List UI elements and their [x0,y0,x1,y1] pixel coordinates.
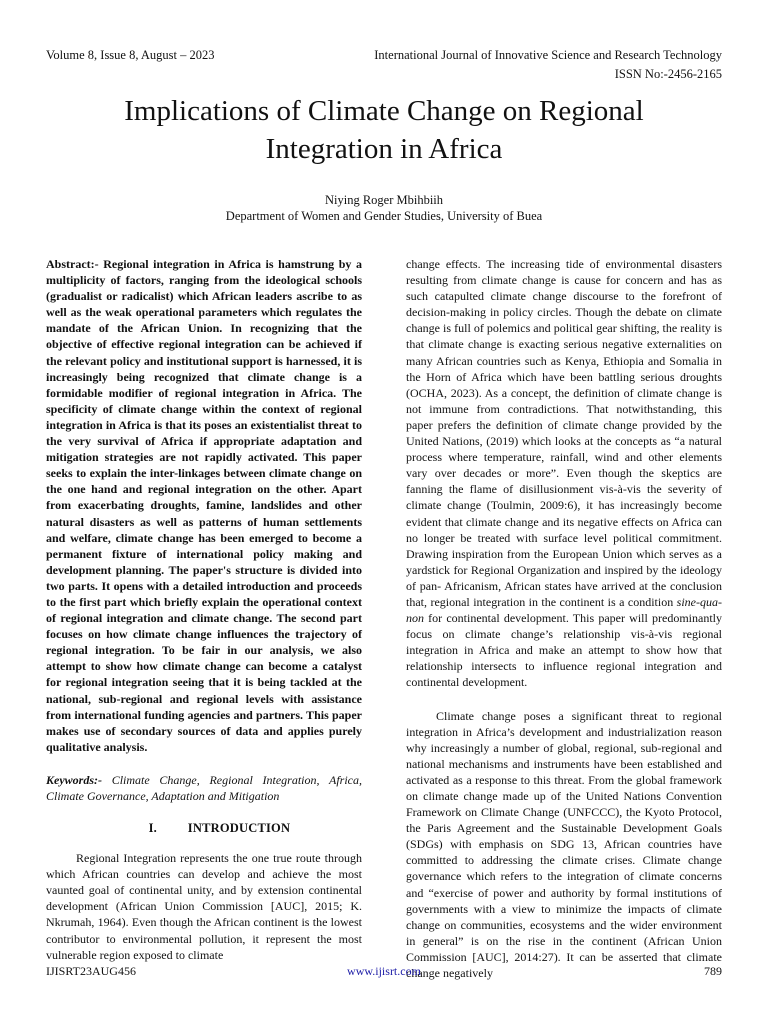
body-paragraph-1-text: change effects. The increasing tide of environmental disasters resulting from climate change is cause for concern and has as such catapulted climate change discourse to the forefront of decision-making in policy circles. Though the debate on climate change is full of polemics and political gear shifting, the reality is that climate change is exacting serious negative externalities on many African countries such as Kenya, Ethiopia and Somalia in the Horn of Africa which have been battling serious droughts (OCHA, 2023). As a concept, the definition of climate change is not immune from contradictions. That notwithstanding, this paper prefers the definition of climate change provided by the United Nations, (2019) which looks at the concepts as “a natural process where temperature, rainfall, wind and other elements vary over decades or more”. Even though the skeptics are fanning the flame of disillusionment vis-à-vis the severity of climate change (Toulmin, 2009:6), it has increasingly become evident that climate change and its negative effects on Africa can no longer be treated with surface level political commitment. Drawing inspiration from the European Union which serves as a yardstick for Regional Organization and inspired by the ideology of pan- Africanism, African states have arrived at the conclusion that, regional integration in the continent is a condition [406,257,722,609]
intro-paragraph: Regional Integration represents the one true route through which African countries can develop and achieve the most vaunted goal of continental unity, and by extension continental development (African Union Commission [AUC], 2015; K. Nkrumah, 1964). Even though the African continent is the lowest contributor to environmental pollution, it represent the most vulnerable region exposed to climate [46,851,362,962]
issn-number: ISSN No:-2456-2165 [614,67,722,81]
author-affiliation: Department of Women and Gender Studies, University of Buea [225,209,543,223]
body-paragraph-1-end: for continental development. This paper will predominantly focus on climate change’s relationship vis-à-vis regional integration in Africa and make an attempt to show how that relationship intersects to influence regional integration and continental development. [406,611,722,690]
page-number: 789 [704,964,722,978]
abstract: Abstract:- Regional integration in Africa is hamstrung by a multiplicity of factors, ranging from the ideological schools (gradualist or radicalist) which African leaders ascribe to as well as the weak operational parameters which regulates the mandate of the African Union. In recognizing that the objective of effective regional integration can be achieved if the relevant policy and institutional support is harnessed, it is increasingly being recognized that climate change is a formidable modifier of regional integration in Africa. The specificity of climate change within the context of regional integration in Africa is that its poses an existentialist threat to the very survival of Africa if appropriate adaptation and mitigation strategies are not rapidly activated. This paper seeks to explain the inter-linkages between climate change on the one hand and regional integration on the other. Apart from exacerbating droughts, famine, landslides and other natural disasters as well as patterns of human settlements and welfare, climate change has been emerged to become a permanent fixture of international policy making and development planning. The paper's structure is divided into two parts. It opens with a detailed introduction and proceeds to the first part which briefly explain the operational context of regional integration and climate change. The second part focuses on how climate change influences the trajectory of regional integration. To be fair in our analysis, we also attempt to show how climate change can become a catalyst for regional integration seeing that it is being tackled at the national, sub-regional and regional levels with assistance from international funding agencies and partners. This paper makes use of secondary sources of data and applies purely qualitative analysis. [46,257,362,754]
section-number: I. [148,821,157,836]
latin-phrase: sine-qua-non [406,594,722,626]
body-paragraph-2: Climate change poses a significant threat to regional integration in Africa’s development and industrialization reason why increasingly a number of global, regional, sub-regional and national mechanisms and instruments have been established and activated as a response to this threat. From the global framework on climate change made up of the United Nations Convention Framework on Climate Change (UNFCCC), the Kyoto Protocol, the Paris Agreement and the Sustainable Development Goals (SDGs) with emphasis on SDG 13, African countries have committed to addressing the climate crises. Climate change governance which refers to the integration of climate concerns and “exercise of power and authority by formal institutions of governments with a view to minimize the impacts of climate change on communities, ecosystems and the wider environment in general” is on the rise in the continent (African Union Commission [AUC], 2014:27). It can be asserted that climate change negatively [406,708,722,981]
keywords-label: Keywords:- [46,772,102,787]
footer-article-id: IJISRT23AUG456 [46,964,136,978]
section-title: INTRODUCTION [187,821,291,836]
author-name: Niying Roger Mbihbiih [324,193,444,207]
keywords-list: Climate Change, Regional Integration, Africa, Climate Governance, Adaptation and Mitigation [46,772,362,803]
paper-title: Implications of Climate Change on Regional Integration in Africa [124,95,644,165]
volume-info: Volume 8, Issue 8, August – 2023 [46,48,215,62]
right-column [406,256,722,981]
left-column [46,256,362,963]
keywords [46,772,362,804]
footer-website-link[interactable]: www.ijisrt.com [347,964,421,978]
body-paragraph-1 [406,256,722,691]
section-heading [46,821,362,836]
journal-name: International Journal of Innovative Science and Research Technology [374,48,722,62]
